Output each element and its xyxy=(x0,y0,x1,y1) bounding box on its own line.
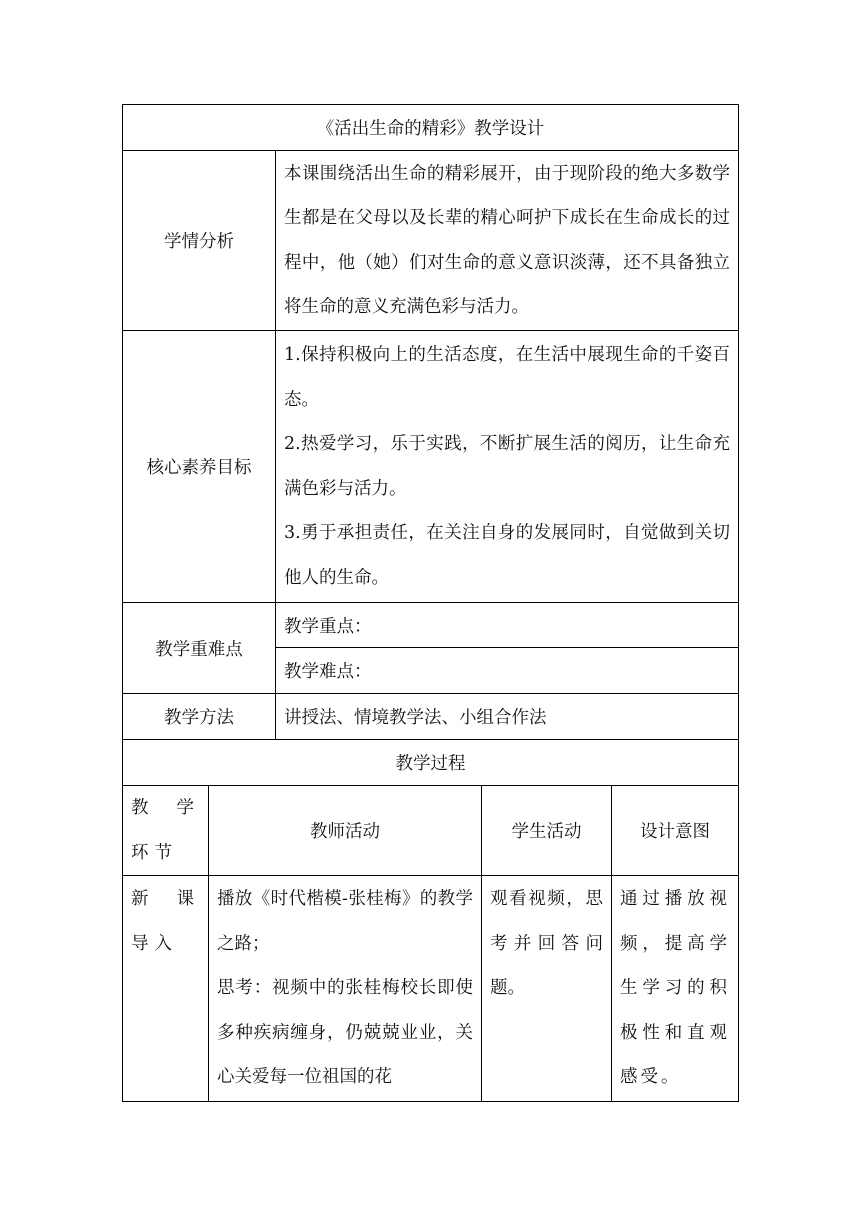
header-stage: 教学环节 xyxy=(123,786,209,876)
header-teacher: 教师活动 xyxy=(209,786,482,876)
process-title: 教学过程 xyxy=(123,740,739,786)
teacher-activity-cell xyxy=(209,876,482,1102)
analysis-text: 本课围绕活出生命的精彩展开，由于现阶段的绝大多数学生都是在父母以及长辈的精心呵护下成长在生命成长的过程中，他（她）们对生命的意义意识淡薄，还不具备独立将生命的意义充满色彩与活力。 xyxy=(276,151,739,331)
teacher-activity-line: 播放《时代楷模-张桂梅》的教学之路； xyxy=(217,889,473,954)
header-student: 学生活动 xyxy=(482,786,612,876)
student-activity-cell: 观看视频，思考并回答问题。 xyxy=(482,876,612,1102)
lesson-plan-table xyxy=(122,104,739,1102)
analysis-label: 学情分析 xyxy=(123,151,276,331)
stage-cell: 新课导入 xyxy=(123,876,209,1102)
method-text: 讲授法、情境教学法、小组合作法 xyxy=(276,694,739,740)
key-points-label: 教学重难点 xyxy=(123,603,276,694)
table-row xyxy=(123,876,739,1102)
goal-item: 3.勇于承担责任，在关注自身的发展同时，自觉做到关切他人的生命。 xyxy=(284,523,731,588)
document-title: 《活出生命的精彩》教学设计 xyxy=(123,105,739,151)
method-label: 教学方法 xyxy=(123,694,276,740)
teacher-activity-line: 思考：视频中的张桂梅校长即使多种疾病缠身，仍兢兢业业，关心关爱每一位祖国的花 xyxy=(217,978,473,1087)
design-intent-cell: 通过播放视频，提高学生学习的积极性和直观感受。 xyxy=(612,876,739,1102)
goals-list xyxy=(276,331,739,603)
key-point-focus: 教学重点： xyxy=(276,603,739,648)
goal-item: 2.热爱学习，乐于实践，不断扩展生活的阅历，让生命充满色彩与活力。 xyxy=(284,434,731,499)
key-point-difficulty: 教学难点： xyxy=(276,648,739,694)
header-intent: 设计意图 xyxy=(612,786,739,876)
goals-label: 核心素养目标 xyxy=(123,331,276,603)
goal-item: 1.保持积极向上的生活态度，在生活中展现生命的千姿百态。 xyxy=(284,345,731,410)
